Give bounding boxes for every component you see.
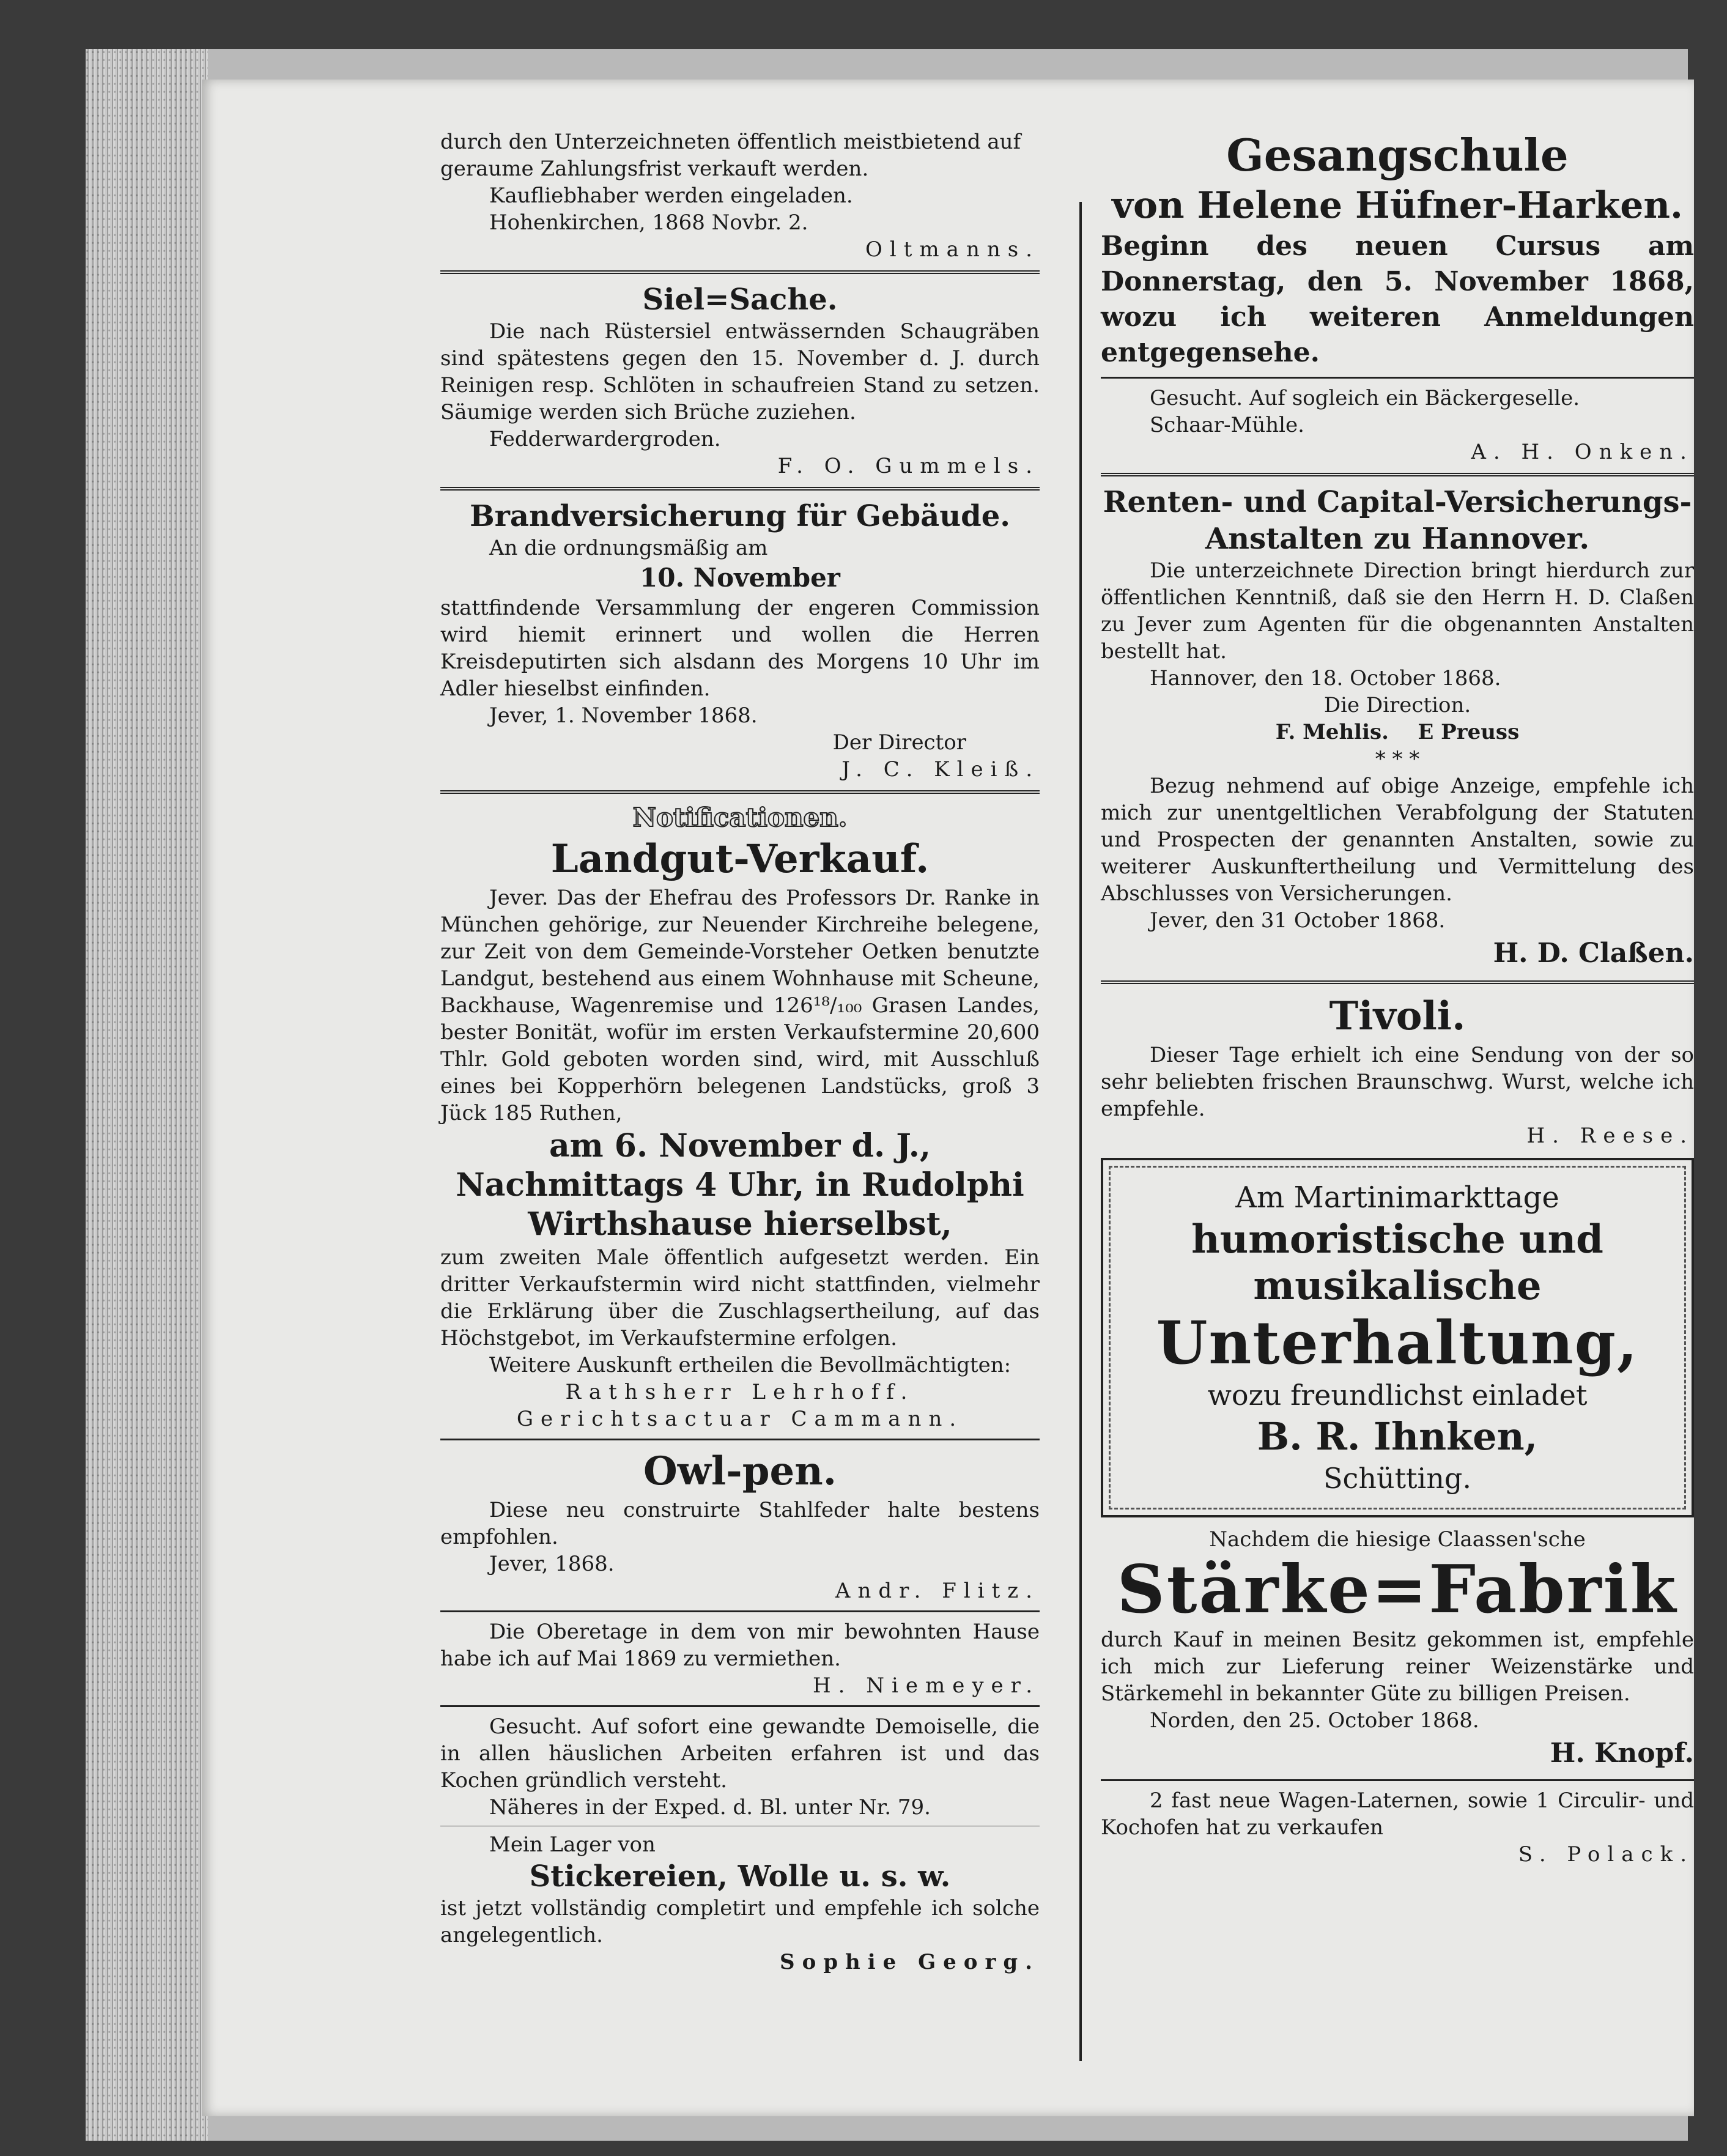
box-name: B. R. Ihnken,	[1257, 1414, 1538, 1459]
divider	[440, 1705, 1040, 1707]
signature: Rathsherr Lehrhoff.	[565, 1380, 915, 1404]
brand-line: An die ordnungsmäßig am	[489, 536, 768, 560]
brand-date: 10. November	[640, 563, 840, 593]
box-line: wozu freundlichst einladet	[1207, 1379, 1588, 1412]
siel-place: Fedderwardergroden.	[489, 427, 721, 451]
heading-helene: von Helene Hüfner-Harken.	[1112, 184, 1683, 227]
heading-owl-pen: Owl-pen.	[643, 1448, 837, 1494]
divider	[440, 1439, 1040, 1440]
landgut-text-2: zum zweiten Male öffentlich aufgesetzt werden. Ein dritter Verkaufstermin wird nicht stattfinden, vielmehr die Erklärung über die Zuschlagsertheilung, auf das Höchstgebot, im Verkaufstermine erfolgen.	[440, 1245, 1040, 1350]
box-line: musikalische	[1253, 1263, 1542, 1309]
section-heading-notificationen: Notificationen.	[632, 802, 848, 832]
box-line: humoristische und	[1191, 1217, 1603, 1262]
column-divider	[1079, 202, 1082, 2061]
text-line: Kaufliebhaber werden eingeladen.	[489, 183, 853, 208]
tivoli-text: Dieser Tage erhielt ich eine Sendung von der so sehr beliebten frischen Braunschwg. Wurst, welche ich empfehle.	[1101, 1043, 1694, 1121]
staerke-text: durch Kauf in meinen Besitz gekommen ist, empfehle ich mich zur Lieferung reiner Weizenstärke und Stärkemehl in bekannter Güte zu billigen Preisen.	[1101, 1628, 1694, 1706]
renten-place: Hannover, den 18. October 1868.	[1150, 666, 1501, 691]
signature: A. H. Onken.	[1471, 440, 1694, 464]
heading-gesangschule: Gesangschule	[1226, 129, 1569, 181]
signature: F. O. Gummels.	[777, 454, 1040, 478]
signature: E Preuss	[1418, 720, 1520, 744]
renten-signatures	[1101, 719, 1694, 746]
signature: H. Reese.	[1526, 1124, 1694, 1148]
staerke-intro: Nachdem die hiesige Claassen'sche	[1209, 1527, 1586, 1552]
divider	[440, 270, 1040, 274]
gesucht-text: Gesucht. Auf sofort eine gewandte Demoiselle, die in allen häuslichen Arbeiten erfahren ist und das Kochen gründlich versteht.	[440, 1714, 1040, 1793]
landgut-more: Weitere Auskunft ertheilen die Bevollmächtigten:	[489, 1353, 1011, 1377]
page-stack-edge	[86, 49, 208, 2141]
lager-text: ist jetzt vollständig completirt und empfehle ich solche angelegentlich.	[440, 1896, 1040, 1947]
left-column	[440, 128, 1040, 1976]
owl-place: Jever, 1868.	[489, 1552, 615, 1576]
box-headline: Unterhaltung,	[1156, 1308, 1639, 1377]
signature: J. C. Kleiß.	[841, 757, 1040, 782]
signature: Andr. Flitz.	[835, 1579, 1040, 1603]
heading-staerke: Stärke=Fabrik	[1117, 1551, 1678, 1628]
text-line: geraume Zahlungsfrist verkauft werden.	[440, 157, 869, 181]
divider	[1101, 1779, 1694, 1781]
bezug-text: Bezug nehmend auf obige Anzeige, empfehle ich mich zur unentgeltlichen Verabfolgung der Statuten und Prospecten der genannten Anstalten, sowie zu weiterer Auskunftertheilung und Vermittelung des Abschlusses von Versicherungen.	[1101, 774, 1694, 906]
signature: Sophie Georg.	[780, 1950, 1040, 1974]
gesucht2-text: Gesucht. Auf sogleich ein Bäckergeselle.	[1150, 386, 1580, 410]
signature: S. Polack.	[1518, 1842, 1694, 1867]
bezug-place: Jever, den 31 October 1868.	[1150, 908, 1446, 933]
brand-role: Der Director	[832, 730, 966, 755]
signature: F. Mehlis.	[1275, 720, 1389, 744]
heading-tivoli: Tivoli.	[1329, 993, 1466, 1039]
landgut-text: Jever. Das der Ehefrau des Professors Dr. Ranke in München gehörige, zur Neuender Kirchreihe belegene, zur Zeit von dem Gemeinde-Vorsteher Oetken benutzte Landgut, bestehend aus einem Wohnhause mit Scheune, Backhause, Wagenremise und 126¹⁸/₁₀₀ Grasen Landes, bester Bonität, wofür im ersten Verkaufstermine 20,600 Thlr. Gold geboten worden sind, wird, mit Ausschluß eines bei Kopperhörn belegenen Landstücks, groß 3 Jück 185 Ruthen,	[440, 886, 1040, 1125]
obere-text: Die Oberetage in dem von mir bewohnten Hause habe ich auf Mai 1869 zu vermiethen.	[440, 1620, 1040, 1671]
signature: H. D. Claßen.	[1493, 938, 1694, 969]
divider	[440, 1610, 1040, 1612]
staerke-place: Norden, den 25. October 1868.	[1150, 1708, 1479, 1733]
siel-text: Die nach Rüstersiel entwässernden Schaugräben sind spätestens gegen den 15. November d. J. durch Reinigen resp. Schlöten in schaufreien Stand zu setzen. Säumige werden sich Brüche zuziehen.	[440, 319, 1040, 424]
signature: H. Niemeyer.	[812, 1673, 1040, 1698]
gesucht-ref: Näheres in der Exped. d. Bl. unter Nr. 79.	[489, 1795, 931, 1820]
gesang-text: Beginn des neuen Cursus am Donnerstag, den 5. November 1868, wozu ich weiteren Anmeldungen entgegensehe.	[1101, 231, 1694, 368]
lager-heading: Stickereien, Wolle u. s. w.	[529, 1859, 951, 1894]
renten-role: Die Direction.	[1323, 693, 1471, 717]
ornamental-box	[1101, 1158, 1694, 1517]
lager-line: Mein Lager von	[489, 1832, 656, 1857]
divider	[1101, 473, 1694, 476]
signature: H. Knopf.	[1550, 1738, 1694, 1769]
divider	[440, 487, 1040, 491]
divider	[1101, 980, 1694, 984]
heading-brand: Brandversicherung für Gebäude.	[470, 499, 1010, 533]
brand-text: stattfindende Versammlung der engeren Commission wird hiemit erinnert und wollen die Herren Kreisdeputirten sich alsdann des Morgens 10 Uhr im Adler hieselbst einfinden.	[440, 596, 1040, 701]
heading-landgut: Landgut-Verkauf.	[550, 836, 930, 882]
asterisks: * * *	[1375, 747, 1420, 771]
text-line: Hohenkirchen, 1868 Novbr. 2.	[489, 210, 808, 235]
heading-siel: Siel=Sache.	[642, 283, 838, 317]
divider	[440, 790, 1040, 794]
brand-place: Jever, 1. November 1868.	[489, 703, 758, 728]
right-column	[1101, 128, 1694, 1868]
owl-text: Diese neu construirte Stahlfeder halte bestens empfohlen.	[440, 1498, 1040, 1549]
signature: Gerichtsactuar Cammann.	[516, 1407, 964, 1431]
text-line: durch den Unterzeichneten öffentlich meistbietend auf	[440, 130, 1021, 154]
signature: Oltmanns.	[865, 237, 1040, 262]
landgut-date: am 6. November d. J., Nachmittags 4 Uhr, in Rudolphi Wirthshause hierselbst,	[456, 1127, 1024, 1243]
box-line: Schütting.	[1323, 1462, 1471, 1495]
divider	[1101, 377, 1694, 379]
laternen-text: 2 fast neue Wagen-Laternen, sowie 1 Circulir- und Kochofen hat zu verkaufen	[1101, 1788, 1694, 1840]
box-line: Am Martinimarkttage	[1235, 1180, 1559, 1215]
gesucht2-place: Schaar-Mühle.	[1150, 413, 1304, 437]
renten-text: Die unterzeichnete Direction bringt hierdurch zur öffentlichen Kenntniß, daß sie den Herrn H. D. Claßen zu Jever zum Agenten für die obgenannten Anstalten bestellt hat.	[1101, 558, 1694, 664]
heading-renten: Renten- und Capital-Versicherungs-Anstalten zu Hannover.	[1103, 485, 1692, 556]
